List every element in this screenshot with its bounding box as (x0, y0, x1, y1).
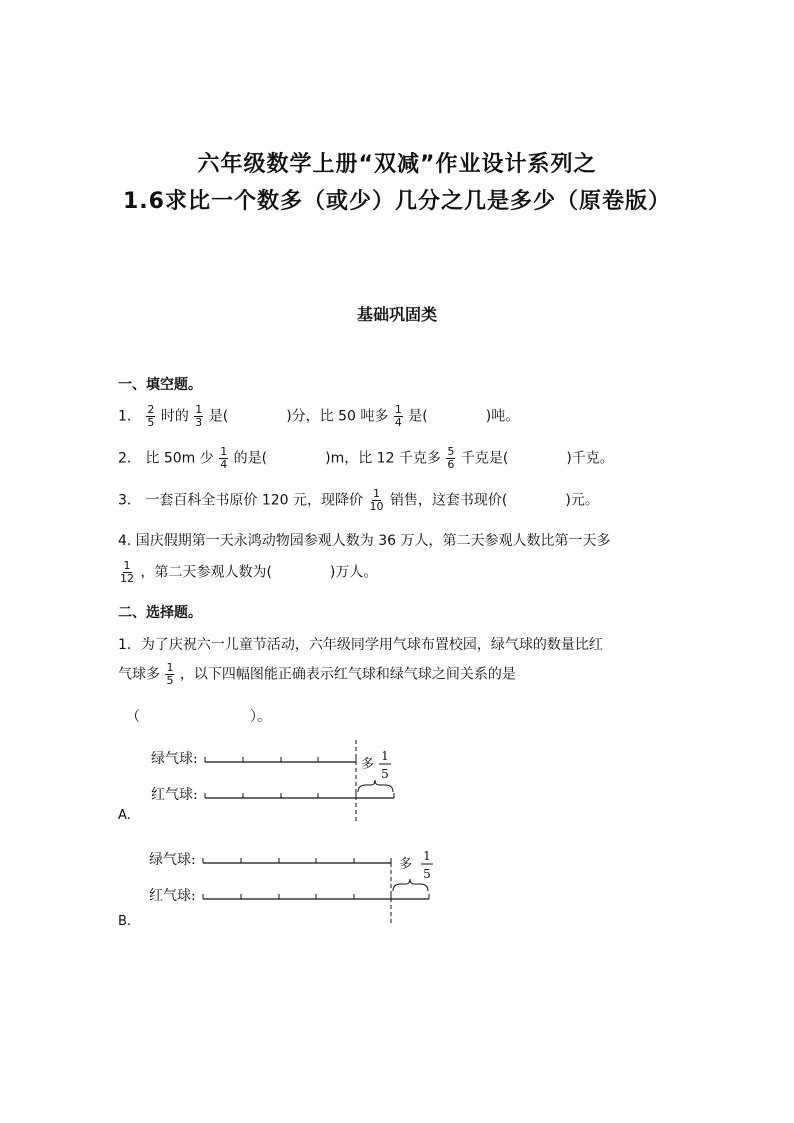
question-text: 是( (408, 408, 428, 425)
green-balloon-label: 绿气球: (149, 852, 196, 868)
question-1-2 (118, 446, 614, 471)
question-text: 时的 (160, 408, 189, 425)
question-text: )千克。 (566, 450, 614, 467)
section-title: 基础巩固类 (356, 305, 437, 324)
question-text: 气球多 (118, 666, 160, 683)
fraction: $\frac{1}{3}$ (195, 403, 203, 429)
choice-heading: 二、选择题。 (118, 605, 202, 621)
question-number: 1． (118, 408, 141, 425)
question-number: 2． (118, 450, 141, 467)
question-text: ，以下四幅图能正确表示红气球和绿气球之间关系的是 (179, 666, 516, 683)
question-text: 是( (208, 408, 229, 425)
question-text: 一套百科全书原价 120 元，现降价 (145, 492, 363, 509)
fraction: $\frac{1}{5}$ (166, 661, 174, 687)
question-text: 比 50m 少 (145, 450, 214, 467)
fraction: $\frac{5}{6}$ (447, 445, 455, 471)
figure-b-diagram (143, 842, 443, 928)
question-text: )m，比 12 千克多 (325, 450, 441, 467)
option-a-label[interactable]: A. (118, 808, 131, 823)
fraction-denominator: 5 (381, 767, 389, 781)
title-line-1: 六年级数学上册“双减”作业设计系列之 (197, 152, 597, 177)
fraction-denominator: 5 (423, 867, 431, 881)
more-label: 多 (361, 757, 375, 772)
question-1-1 (118, 404, 519, 429)
fraction: $\frac{1}{12}$ (120, 559, 134, 585)
fraction-numerator: 1 (423, 849, 431, 863)
question-text: )元。 (565, 492, 599, 509)
red-balloon-label: 红气球: (149, 888, 196, 904)
more-label: 多 (399, 857, 413, 872)
question-text: 销售，这套书现价( (389, 492, 508, 509)
question-number: 3． (118, 492, 141, 509)
question-text: )万人。 (329, 564, 378, 581)
question-2-1-line-2 (118, 662, 516, 687)
green-balloon-label: 绿气球: (151, 751, 198, 767)
fraction: $\frac{1}{4}$ (220, 445, 228, 471)
fraction: $\frac{1}{10}$ (369, 487, 384, 513)
option-b-label[interactable]: B. (118, 914, 132, 929)
brace (358, 780, 393, 792)
question-text: ，第二天参观人数为( (140, 564, 272, 581)
question-text: 的是( (233, 450, 268, 467)
red-balloon-label: 红气球: (151, 787, 198, 803)
question-1-4-line-2 (118, 560, 377, 585)
question-1-4-line-1: 4. 国庆假期第一天永鸿动物园参观人数为 36 万人，第二天参观人数比第一天多 (118, 533, 611, 549)
question-2-1-line-1: 1．为了庆祝六一儿童节活动，六年级同学用气球布置校园，绿气球的数量比红 (118, 637, 603, 653)
title-line-2: 1.6求比一个数多（或少）几分之几是多少（原卷版） (123, 189, 671, 214)
question-text: 千克是( (460, 450, 509, 467)
answer-parentheses: （ ）。 (126, 709, 271, 725)
question-text: )分，比 50 吨多 (286, 408, 389, 425)
fill-blank-heading: 一、填空题。 (118, 377, 202, 393)
fraction: $\frac{1}{4}$ (394, 403, 402, 429)
question-1-3 (118, 488, 599, 513)
fraction: $\frac{2}{5}$ (147, 403, 155, 429)
figure-a-diagram (145, 738, 415, 824)
question-text: )吨。 (485, 408, 520, 425)
fraction-numerator: 1 (381, 749, 389, 763)
